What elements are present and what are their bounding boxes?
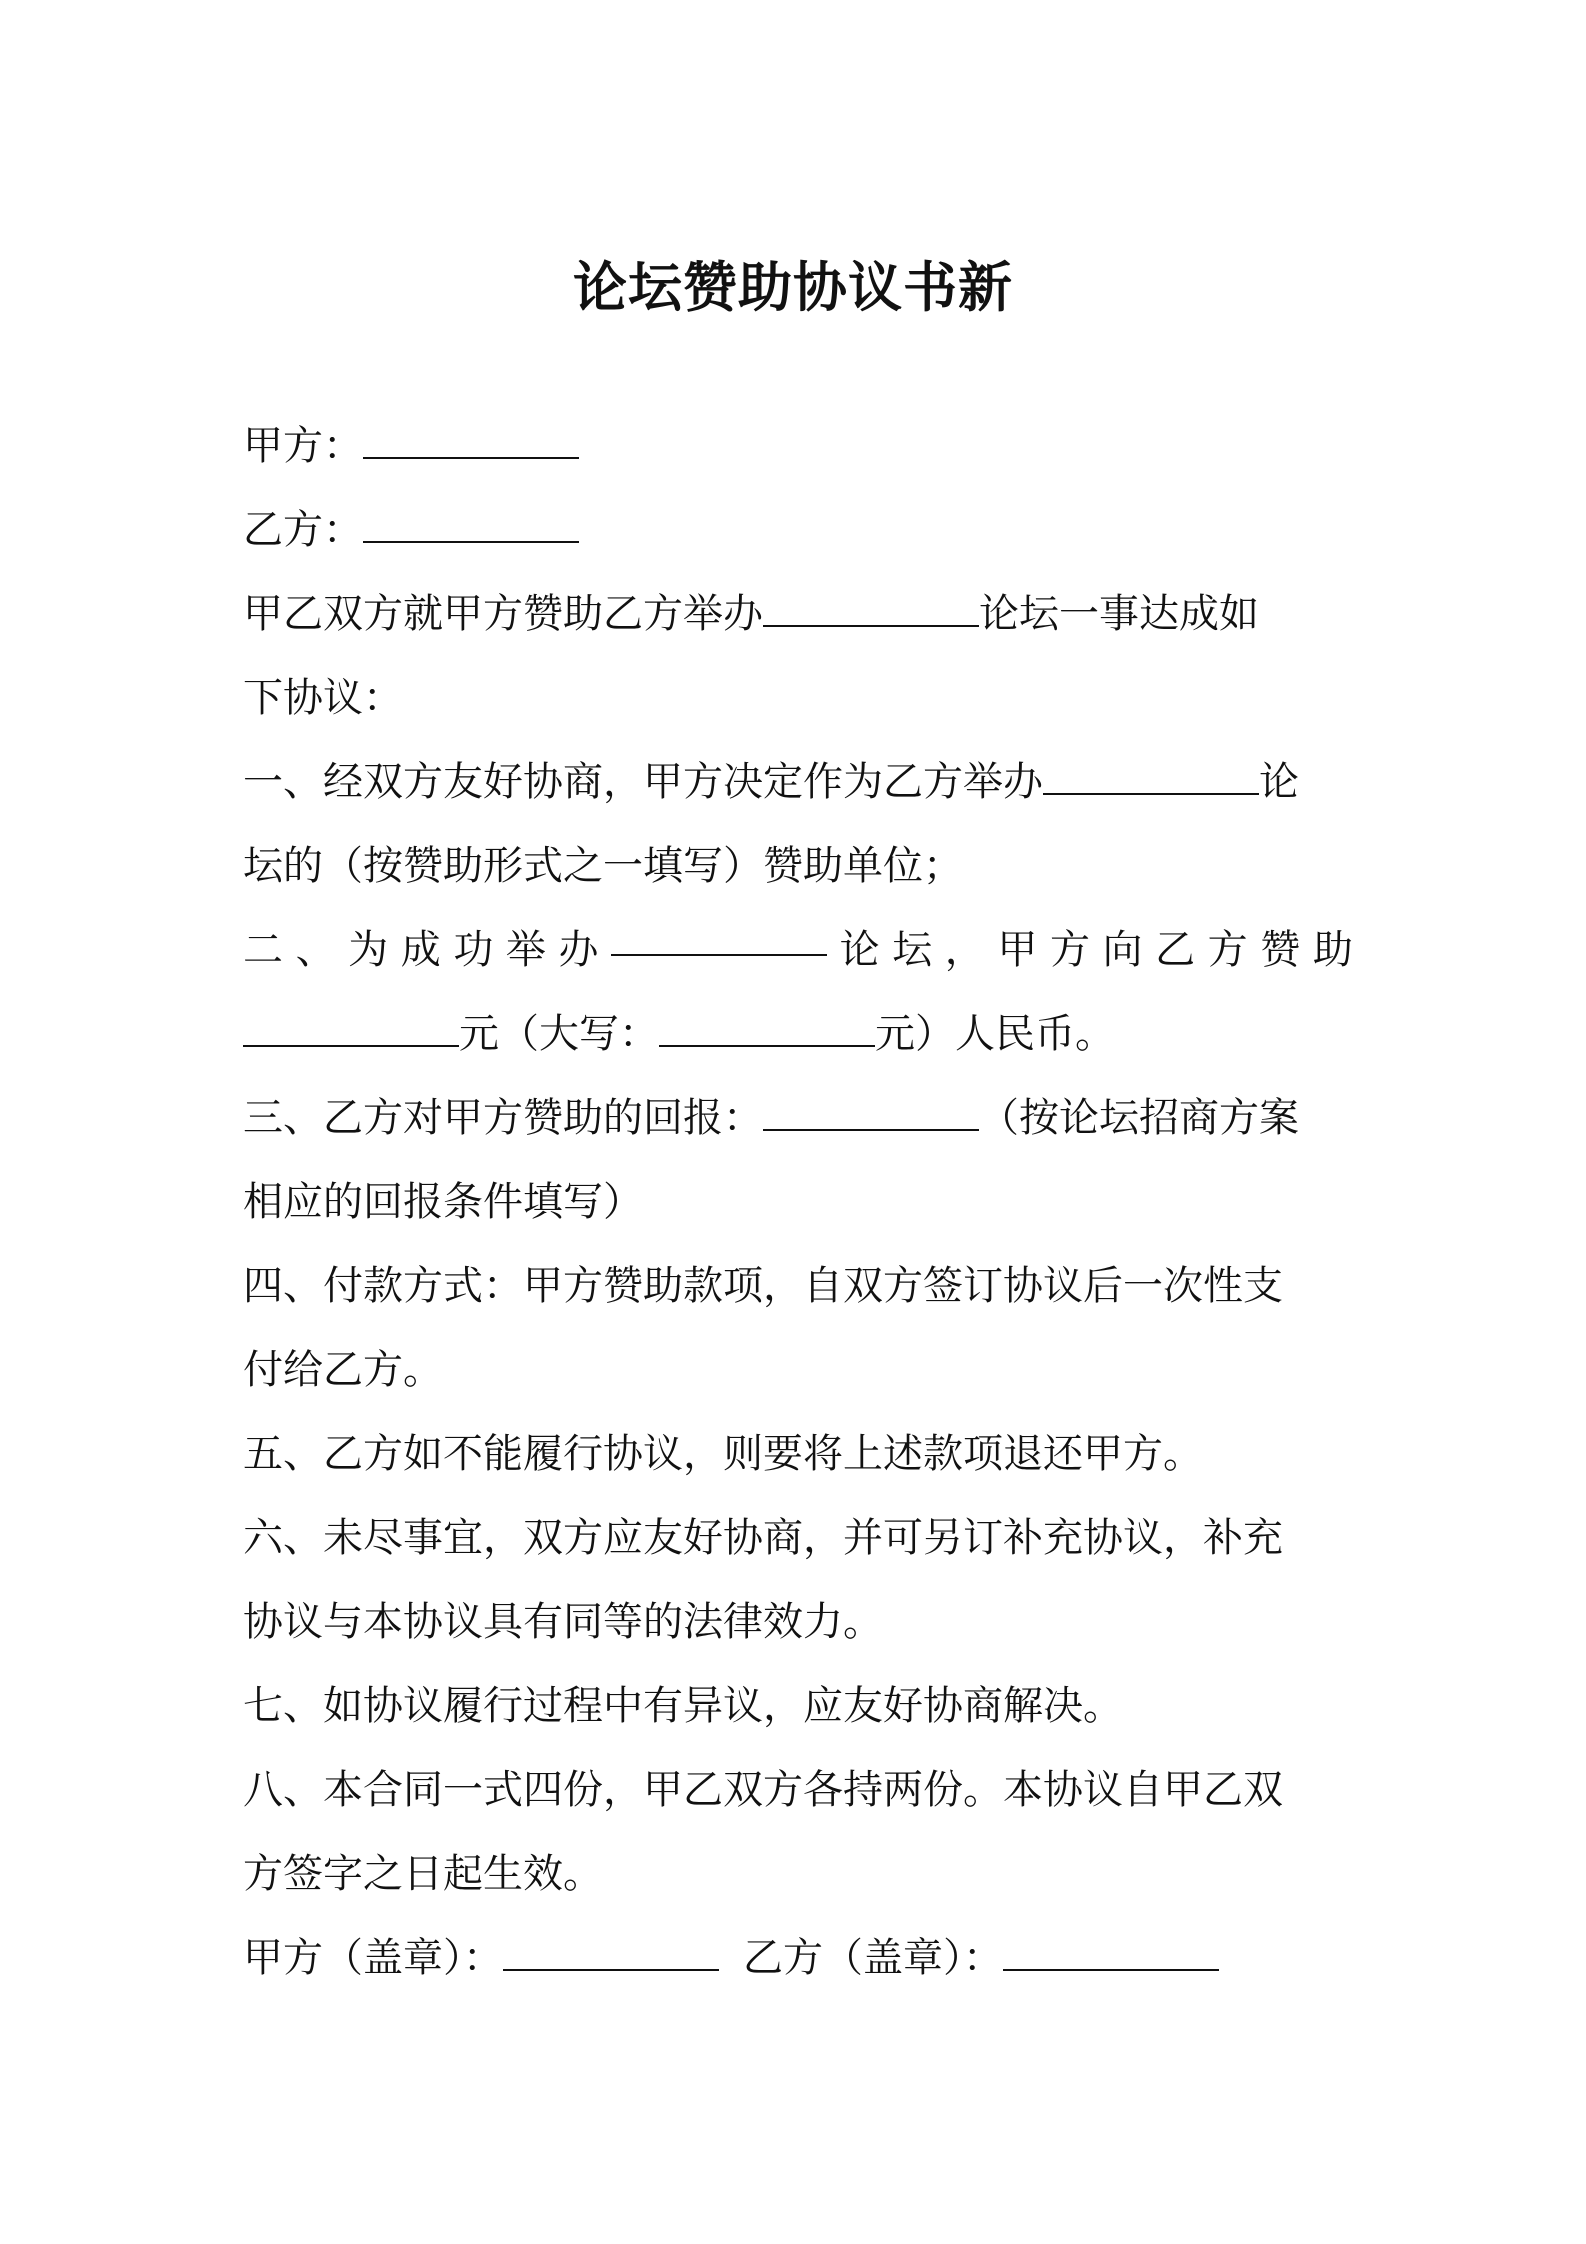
- clause-8-line-1: 八、本合同一式四份，甲乙双方各持两份。本协议自甲乙双: [243, 1767, 1283, 1813]
- clause-8-line-2: 方签字之日起生效。: [243, 1851, 603, 1897]
- clause-6-line-2: 协议与本协议具有同等的法律效力。: [243, 1599, 883, 1645]
- party-a-label: 甲方：: [243, 423, 363, 469]
- intro-text-1: 甲乙双方就甲方赞助乙方举办: [243, 591, 763, 637]
- clause-2-char: 二: [243, 927, 283, 973]
- clause-2-line-2: [243, 992, 1353, 1076]
- clause-2-char: 论: [839, 927, 880, 973]
- clause-2-char: 助: [1312, 927, 1353, 973]
- clause-1-forum-blank[interactable]: [1043, 747, 1259, 795]
- clause-2-char: 方: [1207, 927, 1248, 973]
- return-blank[interactable]: [763, 1083, 979, 1131]
- clause-2-char: ，: [944, 927, 985, 973]
- clause-2-char: 、: [295, 927, 336, 973]
- party-b-seal-label: 乙方（盖章）：: [743, 1935, 1003, 1981]
- clause-1-line-1: [243, 740, 1353, 824]
- clause-7-line-1: 七、如协议履行过程中有异议，应友好协商解决。: [243, 1683, 1123, 1729]
- clause-3-line-2: [243, 1160, 1353, 1244]
- clause-2-char: 功: [453, 927, 494, 973]
- clause-2-char: 甲: [997, 927, 1038, 973]
- clause-5-line-1: 五、乙方如不能履行协议，则要将上述款项退还甲方。: [243, 1431, 1203, 1477]
- clause-2-char: 向: [1102, 927, 1143, 973]
- party-b-blank[interactable]: [363, 495, 579, 543]
- party-b-line: [243, 488, 1353, 572]
- clause-4-line-2: 付给乙方。: [243, 1347, 443, 1393]
- clause-2-char: 坛: [892, 927, 933, 973]
- clause-2-line-1: [243, 908, 1353, 992]
- clause-2-char: 成: [400, 927, 441, 973]
- clause-1-text-1: 一、经双方友好协商，甲方决定作为乙方举办: [243, 759, 1043, 805]
- clause-2-yuan-text: 元（大写：: [459, 1011, 659, 1057]
- amount-uppercase-blank[interactable]: [659, 999, 875, 1047]
- intro-line-2: [243, 656, 1353, 740]
- forum-name-blank[interactable]: [763, 579, 979, 627]
- clause-2-char: 举: [505, 927, 546, 973]
- party-a-seal-blank[interactable]: [503, 1923, 719, 1971]
- clause-2-end-text: 元）人民币。: [875, 1011, 1115, 1057]
- party-a-seal-label: 甲方（盖章）：: [243, 1935, 503, 1981]
- clause-2-char: 办: [558, 927, 599, 973]
- clause-1-line-2: [243, 824, 1353, 908]
- clause-2-char: 为: [348, 927, 389, 973]
- clause-3-text-2: （按论坛招商方案: [979, 1095, 1299, 1141]
- intro-text-2: 论坛一事达成如: [979, 591, 1259, 637]
- clause-3-line-1: [243, 1076, 1353, 1160]
- clause-1-text-3: 坛的（按赞助形式之一填写）赞助单位；: [243, 843, 963, 889]
- signature-line: [243, 1916, 1353, 2000]
- clause-6-line-1: 六、未尽事宜，双方应友好协商，并可另订补充协议，补充: [243, 1515, 1283, 1561]
- clause-2-char: 乙: [1155, 927, 1196, 973]
- clause-2-char: 方: [1049, 927, 1090, 973]
- intro-text-3: 下协议：: [243, 675, 403, 721]
- clause-2-forum-blank[interactable]: [611, 908, 827, 956]
- party-a-blank[interactable]: [363, 411, 579, 459]
- amount-blank[interactable]: [243, 999, 459, 1047]
- clause-1-text-2: 论: [1259, 759, 1299, 805]
- clause-4-line-1: 四、付款方式：甲方赞助款项，自双方签订协议后一次性支: [243, 1263, 1283, 1309]
- party-a-line: [243, 404, 1353, 488]
- party-b-seal-blank[interactable]: [1003, 1923, 1219, 1971]
- party-b-label: 乙方：: [243, 507, 363, 553]
- clause-3-text-1: 三、乙方对甲方赞助的回报：: [243, 1095, 763, 1141]
- clause-2-char: 赞: [1260, 927, 1301, 973]
- clause-3-text-3: 相应的回报条件填写）: [243, 1179, 643, 1225]
- intro-line-1: [243, 572, 1353, 656]
- document-title: 论坛赞助协议书新: [573, 256, 1013, 319]
- document-body: [243, 404, 1353, 2000]
